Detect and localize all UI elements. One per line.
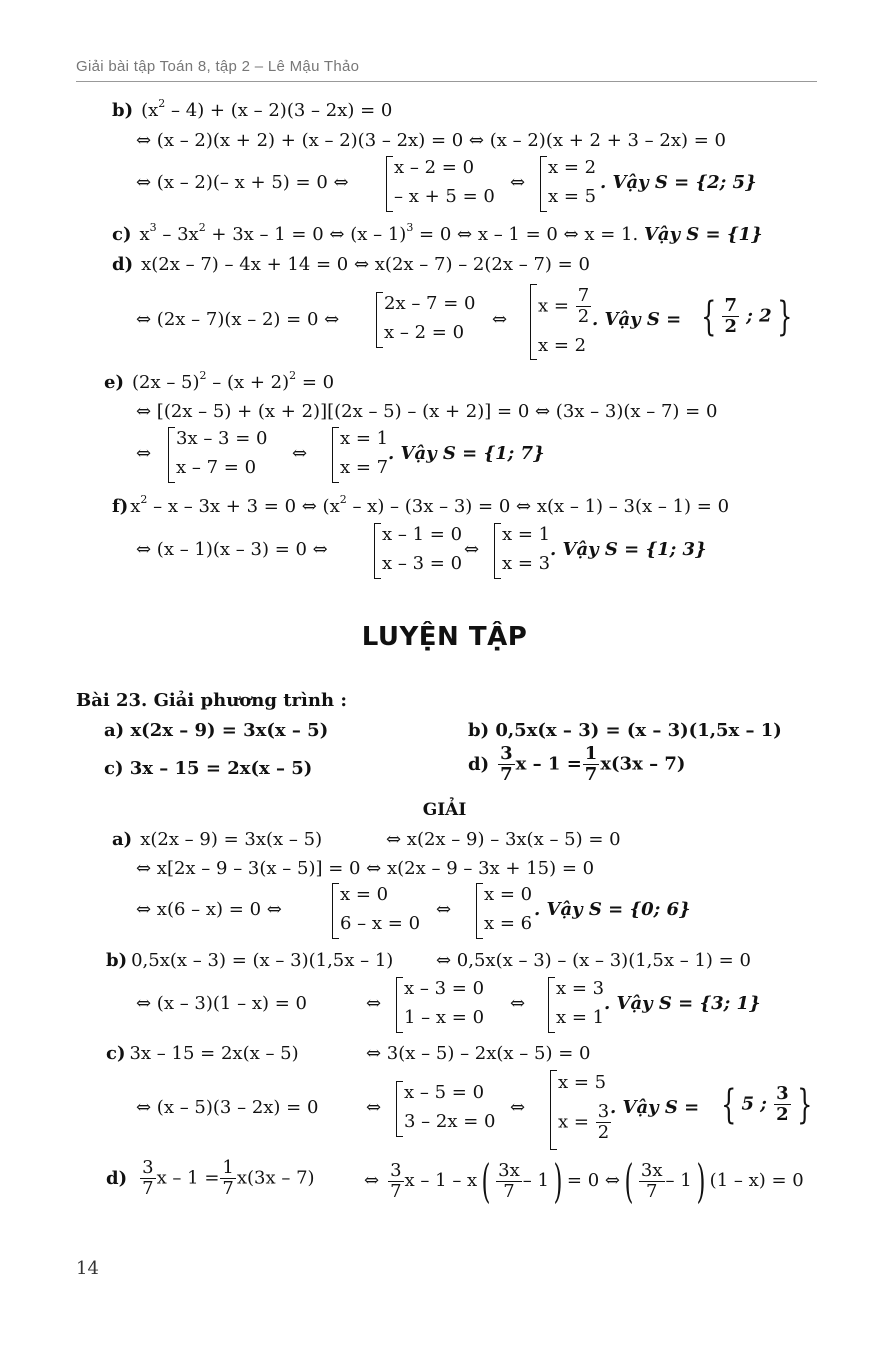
right-brace: } bbox=[776, 293, 793, 340]
equiv-arrow: ⇔ bbox=[510, 993, 526, 1014]
equiv-arrow: ⇔ bbox=[464, 539, 480, 560]
solution-title: GIẢI bbox=[422, 800, 467, 820]
sys-line: x = 3 bbox=[556, 978, 605, 999]
bracket bbox=[374, 523, 381, 579]
part-b-label: b) bbox=[112, 100, 134, 121]
sol-a-line-1b: ⇔ x(2x – 9) – 3x(x – 5) = 0 bbox=[386, 829, 621, 850]
bracket bbox=[476, 883, 483, 939]
sol-c-result: . Vậy S = bbox=[610, 1097, 700, 1118]
fraction: $\frac{3x}{7}$ bbox=[640, 1159, 663, 1202]
sys-line: x – 3 = 0 bbox=[404, 978, 485, 999]
equiv-arrow: ⇔ bbox=[492, 309, 508, 330]
bracket bbox=[550, 1070, 557, 1150]
sys-line: 2x – 7 = 0 bbox=[384, 293, 476, 314]
part-c-line: c) $x^3 - 3x^2 + 3x - 1 = 0$ ⇔ (x – 1)$^3$ = 0 ⇔ x – 1 = 0 ⇔ x = 1. Vậy S = {1} bbox=[112, 221, 763, 245]
sol-a-line-2: ⇔ x[2x – 9 – 3(x – 5)] = 0 ⇔ x(2x – 9 – 3x + 15) = 0 bbox=[136, 858, 595, 879]
bracket bbox=[332, 883, 339, 939]
bracket bbox=[168, 427, 175, 483]
part-e-line-1: e) $(2x - 5)^2 - (x + 2)^2 = 0$ bbox=[104, 369, 335, 393]
fraction: $\frac{1}{7}$ bbox=[222, 1157, 234, 1199]
part-f-line-2: ⇔ (x – 1)(x – 3) = 0 ⇔ bbox=[136, 539, 328, 560]
bracket bbox=[540, 156, 547, 212]
sys-line: x – 3 = 0 bbox=[382, 553, 463, 574]
bracket bbox=[332, 427, 339, 483]
equiv-arrow: ⇔ bbox=[136, 443, 152, 464]
exercise-item-d: d) $\frac{3}{7}$ x – 1 = $\frac{1}{7}$ x(3x – 7) bbox=[468, 743, 686, 785]
sol-c-label: c) bbox=[106, 1043, 126, 1064]
part-c-label: c) bbox=[112, 224, 132, 245]
sys-line: x = 6 bbox=[484, 913, 533, 934]
part-b-result: . Vậy S = {2; 5} bbox=[600, 172, 757, 193]
sys-line: – x + 5 = 0 bbox=[394, 186, 495, 207]
sol-c-line-1b: ⇔ 3(x – 5) – 2x(x – 5) = 0 bbox=[366, 1043, 591, 1064]
part-b-line-2: ⇔ (x – 2)(x + 2) + (x – 2)(3 – 2x) = 0 ⇔ (x – 2)(x + 2 + 3 – 2x) = 0 bbox=[136, 130, 727, 151]
sys-line: x – 1 = 0 bbox=[382, 524, 463, 545]
sys-line: x = 3 bbox=[502, 553, 551, 574]
sol-c-line-2: ⇔ (x – 5)(3 – 2x) = 0 bbox=[136, 1097, 319, 1118]
fraction: $\frac{3}{7}$ bbox=[500, 743, 513, 785]
equiv-arrow: ⇔ bbox=[510, 172, 526, 193]
bracket bbox=[530, 284, 537, 360]
sol-d-step-2: ⇔ $\frac{3}{7}$ x – 1 – x( $\frac{3x}{7}$ – 1) = 0 ⇔( $\frac{3x}{7}$ – 1) (1 – x) = 0 bbox=[364, 1154, 804, 1208]
equiv-arrow: ⇔ bbox=[292, 443, 308, 464]
fraction: $\frac{7}{2}$ bbox=[577, 285, 590, 327]
equiv-arrow: ⇔ bbox=[510, 1097, 526, 1118]
exercise-item-b: b) 0,5x(x – 3) = (x – 3)(1,5x – 1) bbox=[468, 720, 782, 741]
sys-line: x = 0 bbox=[340, 884, 389, 905]
sys-line: x = 2 bbox=[548, 157, 597, 178]
part-d-line-1: d) x(2x – 7) – 4x + 14 = 0 ⇔ x(2x – 7) – 2(2x – 7) = 0 bbox=[112, 254, 590, 275]
sol-a-line-3: ⇔ x(6 – x) = 0 ⇔ bbox=[136, 899, 282, 920]
page-number: 14 bbox=[76, 1258, 99, 1279]
fraction: $\frac{3}{7}$ bbox=[390, 1159, 402, 1202]
sys-line: 1 – x = 0 bbox=[404, 1007, 485, 1028]
bracket bbox=[386, 156, 393, 212]
sys-line: x = 1 bbox=[556, 1007, 605, 1028]
left-brace: { bbox=[721, 1081, 737, 1128]
bracket bbox=[494, 523, 501, 579]
right-paren: ) bbox=[553, 1154, 563, 1208]
equiv-arrow: ⇔ bbox=[436, 899, 452, 920]
sol-a-label: a) bbox=[112, 829, 133, 850]
left-paren: ( bbox=[624, 1154, 634, 1208]
sys-line: x = $\frac{3}{2}$ bbox=[558, 1101, 610, 1143]
part-d-solution-set: { $\frac{7}{2}$ ; 2 } bbox=[701, 293, 793, 340]
right-brace: } bbox=[796, 1081, 813, 1128]
sys-line: x – 2 = 0 bbox=[384, 322, 465, 343]
sol-c-line-1: c) 3x – 15 = 2x(x – 5) bbox=[106, 1043, 299, 1064]
sol-b-line-1: b) 0,5x(x – 3) = (x – 3)(1,5x – 1) bbox=[106, 950, 394, 971]
sys-line: 3x – 3 = 0 bbox=[176, 428, 268, 449]
part-e-label: e) bbox=[104, 372, 124, 393]
bracket bbox=[548, 977, 555, 1033]
fraction: $\frac{3}{2}$ bbox=[776, 1083, 789, 1125]
right-paren: ) bbox=[696, 1154, 706, 1208]
part-c-result: Vậy S = {1} bbox=[643, 224, 763, 245]
sol-d-label: d) bbox=[106, 1167, 128, 1189]
running-header: Giải bài tập Toán 8, tập 2 – Lê Mậu Thảo bbox=[76, 58, 360, 75]
sol-a-line-1: a) x(2x – 9) = 3x(x – 5) bbox=[112, 829, 323, 850]
exercise-item-a: a) x(2x – 9) = 3x(x – 5) bbox=[104, 720, 329, 741]
sol-b-line-2: ⇔ (x – 3)(1 – x) = 0 bbox=[136, 993, 307, 1014]
fraction: $\frac{1}{7}$ bbox=[584, 743, 598, 785]
equiv-arrow: ⇔ bbox=[366, 1097, 382, 1118]
sys-line: x – 7 = 0 bbox=[176, 457, 257, 478]
bracket bbox=[396, 977, 403, 1033]
sol-a-result: . Vậy S = {0; 6} bbox=[534, 899, 691, 920]
exercise-heading: Bài 23. Giải phương trình : bbox=[76, 690, 347, 711]
section-title: LUYỆN TẬP bbox=[361, 622, 528, 652]
part-d-result: . Vậy S = bbox=[592, 309, 682, 330]
sys-line: x = 5 bbox=[548, 186, 597, 207]
sys-line: 6 – x = 0 bbox=[340, 913, 421, 934]
sys-line: 3 – 2x = 0 bbox=[404, 1111, 496, 1132]
sol-d-line: d) $\frac{3}{7}$ x – 1 = $\frac{1}{7}$ x(3x – 7) bbox=[106, 1157, 315, 1199]
part-e-result: . Vậy S = {1; 7} bbox=[388, 443, 545, 464]
exercise-item-c: c) 3x – 15 = 2x(x – 5) bbox=[104, 758, 313, 779]
sys-line: x = 1 bbox=[502, 524, 551, 545]
part-d-label: d) bbox=[112, 254, 134, 275]
sys-line: x – 2 = 0 bbox=[394, 157, 475, 178]
sys-line: x = 0 bbox=[484, 884, 533, 905]
left-paren: ( bbox=[481, 1154, 491, 1208]
part-b-line-1: b) $(x^2 - 4) + (x - 2)(3 - 2x) = 0$ bbox=[112, 97, 393, 121]
left-brace: { bbox=[701, 293, 717, 340]
sol-b-label: b) bbox=[106, 950, 128, 971]
sys-line: x – 5 = 0 bbox=[404, 1082, 485, 1103]
sol-c-solution-set: { 5 ; $\frac{3}{2}$ } bbox=[721, 1081, 813, 1128]
sys-line: x = 2 bbox=[538, 335, 587, 356]
part-b-line-3: ⇔ (x – 2)(– x + 5) = 0 ⇔ bbox=[136, 172, 349, 193]
bracket bbox=[396, 1081, 403, 1137]
header-rule bbox=[76, 81, 817, 82]
fraction: $\frac{3}{2}$ bbox=[597, 1101, 610, 1143]
fraction: $\frac{3x}{7}$ bbox=[498, 1159, 520, 1202]
sol-b-line-1b: ⇔ 0,5x(x – 3) – (x – 3)(1,5x – 1) = 0 bbox=[436, 950, 751, 971]
equiv-arrow: ⇔ bbox=[366, 993, 382, 1014]
part-d-line-2: ⇔ (2x – 7)(x – 2) = 0 ⇔ bbox=[136, 309, 340, 330]
part-f-line-1: f) $x^2 - x - 3x + 3 = 0$ ⇔ $(x^2 - x) - (3x - 3) = 0$ ⇔ x(x – 1) – 3(x – 1) = 0 bbox=[112, 493, 730, 517]
part-f-label: f) bbox=[112, 496, 129, 517]
sys-line: x = 5 bbox=[558, 1072, 607, 1093]
bracket bbox=[376, 292, 383, 348]
sys-line: x = 7 bbox=[340, 457, 389, 478]
sys-line: x = 1 bbox=[340, 428, 389, 449]
sol-b-result: . Vậy S = {3; 1} bbox=[604, 993, 761, 1014]
part-e-line-2: ⇔ [(2x – 5) + (x + 2)][(2x – 5) – (x + 2)] = 0 ⇔ (3x – 3)(x – 7) = 0 bbox=[136, 401, 718, 422]
fraction: $\frac{3}{7}$ bbox=[142, 1157, 154, 1199]
fraction: $\frac{7}{2}$ bbox=[724, 295, 737, 337]
sys-line: x = $\frac{7}{2}$ bbox=[538, 285, 590, 327]
part-f-result: . Vậy S = {1; 3} bbox=[550, 539, 707, 560]
